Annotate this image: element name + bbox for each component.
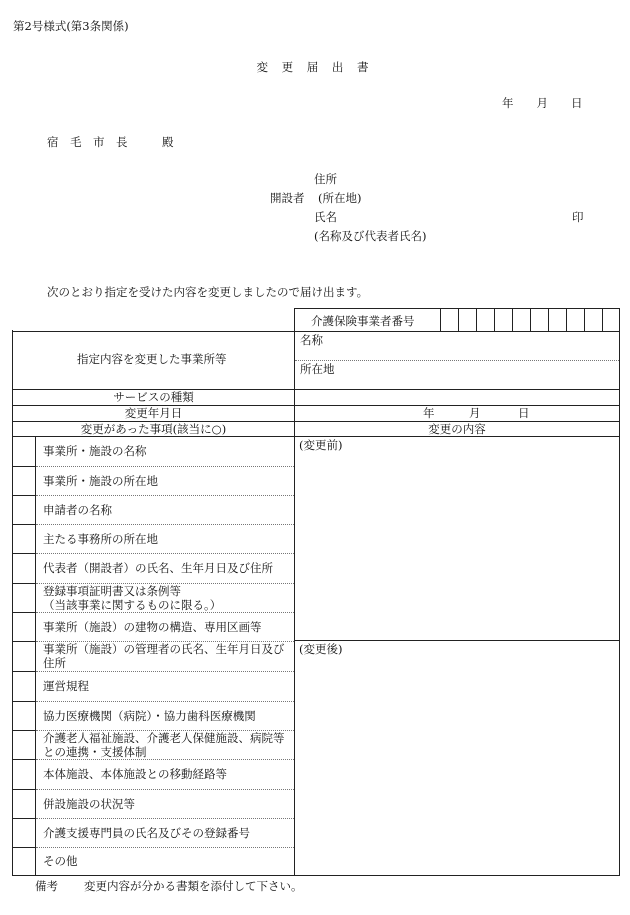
- office-location-label: 所在地: [300, 362, 335, 376]
- item-check-cell[interactable]: [13, 436, 35, 466]
- dotted-rule: [36, 524, 294, 525]
- change-item-label: [43, 503, 112, 517]
- item-check-cell[interactable]: [13, 759, 35, 789]
- change-item-line: 代表者（開設者）の氏名、生年月日及び住所: [43, 561, 273, 575]
- dotted-rule: [36, 466, 294, 467]
- item-check-cell[interactable]: [13, 524, 35, 553]
- change-item-line: 介護支援専門員の氏名及びその登録番号: [43, 826, 250, 840]
- applicant-name-note: (名称及び代表者氏名): [314, 229, 427, 243]
- dotted-rule: [36, 847, 294, 848]
- date-line: 年 月 日: [502, 96, 583, 110]
- remarks-text: 変更内容が分かる書類を添付して下さい。: [84, 879, 303, 893]
- item-check-cell[interactable]: [13, 847, 35, 875]
- item-check-cell[interactable]: [13, 730, 35, 759]
- change-date-year: 年: [423, 406, 435, 420]
- dotted-rule: [36, 818, 294, 819]
- rule: [494, 309, 495, 331]
- rule: [602, 309, 603, 331]
- rule: [440, 309, 441, 331]
- rule: [584, 309, 585, 331]
- dotted-rule: [36, 553, 294, 554]
- change-item-label: [43, 709, 256, 723]
- change-item-line: との連携・支援体制: [43, 745, 147, 759]
- content-header: 変更の内容: [428, 422, 486, 436]
- change-item-label: [43, 620, 262, 634]
- dotted-rule: [36, 671, 294, 672]
- change-item-label: [43, 731, 285, 759]
- service-type-label: サービスの種類: [113, 390, 194, 404]
- item-check-cell[interactable]: [13, 671, 35, 701]
- item-check-cell[interactable]: [13, 818, 35, 847]
- item-check-cell[interactable]: [13, 701, 35, 730]
- change-item-line: その他: [43, 854, 78, 868]
- office-label: 指定内容を変更した事業所等: [77, 352, 227, 366]
- remarks-label: 備考: [35, 879, 58, 893]
- change-item-line: 主たる事務所の所在地: [43, 532, 158, 546]
- rule: [295, 640, 619, 641]
- applicant-name-label: 氏名: [314, 210, 337, 224]
- change-item-label: [43, 444, 147, 458]
- change-item-line: 事業所（施設）の管理者の氏名、生年月日及び: [43, 642, 285, 656]
- item-check-cell[interactable]: [13, 641, 35, 671]
- change-item-line: 事業所（施設）の建物の構造、専用区画等: [43, 620, 262, 634]
- change-item-line: 運営規程: [43, 679, 89, 693]
- dotted-rule: [36, 612, 294, 613]
- before-label: (変更前): [299, 438, 343, 452]
- item-check-cell[interactable]: [13, 495, 35, 524]
- statement: 次のとおり指定を受けた内容を変更しましたので届け出ます。: [47, 285, 369, 299]
- office-name-label: 名称: [300, 333, 323, 347]
- change-date-label: 変更年月日: [124, 406, 183, 420]
- applicant-address-label: 住所: [314, 172, 337, 186]
- change-item-label: [43, 561, 273, 575]
- item-check-cell[interactable]: [13, 612, 35, 641]
- change-item-line: 協力医療機関（病院）・協力歯科医療機関: [43, 709, 256, 723]
- change-item-line: 事業所・施設の所在地: [43, 474, 158, 488]
- dotted-rule: [36, 789, 294, 790]
- change-item-line: 事業所・施設の名称: [43, 444, 147, 458]
- change-item-label: [43, 854, 78, 868]
- dotted-rule: [36, 759, 294, 760]
- after-label: (変更後): [299, 642, 343, 656]
- change-item-line: 住所: [43, 656, 66, 670]
- rule: [530, 309, 531, 331]
- change-item-label: [43, 767, 227, 781]
- change-item-line: 併設施設の状況等: [43, 797, 135, 811]
- change-date-month: 月: [469, 406, 481, 420]
- change-item-label: [43, 532, 158, 546]
- addressee: 宿 毛 市 長 殿: [47, 135, 174, 149]
- change-date-day: 日: [518, 406, 530, 420]
- rule: [294, 309, 295, 875]
- change-item-line: 本体施設、本体施設との移動経路等: [43, 767, 227, 781]
- form-code: 第2号様式(第3条関係): [13, 19, 129, 33]
- rule: [548, 309, 549, 331]
- applicant-location-label: (所在地): [318, 191, 362, 205]
- rule: [512, 309, 513, 331]
- dotted-rule: [36, 701, 294, 702]
- change-item-label: [43, 642, 285, 670]
- insurer-number-label: 介護保険事業者番号: [311, 314, 415, 328]
- rule: [458, 309, 459, 331]
- change-form-table: [12, 308, 620, 876]
- rule: [35, 436, 36, 875]
- dotted-rule: [36, 495, 294, 496]
- change-item-line: 申請者の名称: [43, 503, 112, 517]
- rule: [476, 309, 477, 331]
- item-check-cell[interactable]: [13, 466, 35, 495]
- page-title: 変 更 届 出 書: [256, 60, 374, 74]
- items-header: 変更があった事項(該当に○): [80, 422, 227, 436]
- change-item-label: [43, 797, 135, 811]
- change-item-label: [43, 474, 158, 488]
- applicant-role: 開設者: [270, 191, 305, 205]
- change-item-label: [43, 679, 89, 693]
- item-check-cell[interactable]: [13, 789, 35, 818]
- change-item-line: 登録事項証明書又は条例等: [43, 584, 181, 598]
- top-left-blank: [12, 308, 294, 330]
- change-item-line: （当該事業に関するものに限る。）: [43, 598, 222, 612]
- item-check-cell[interactable]: [13, 583, 35, 612]
- change-item-label: [43, 826, 250, 840]
- seal-mark: 印: [572, 210, 584, 224]
- rule: [566, 309, 567, 331]
- change-item-line: 介護老人福祉施設、介護老人保健施設、病院等: [43, 731, 285, 745]
- dotted-rule: [295, 360, 619, 361]
- rule: [13, 436, 619, 437]
- rule: [13, 331, 295, 332]
- item-check-cell[interactable]: [13, 553, 35, 583]
- change-item-label: [43, 584, 221, 612]
